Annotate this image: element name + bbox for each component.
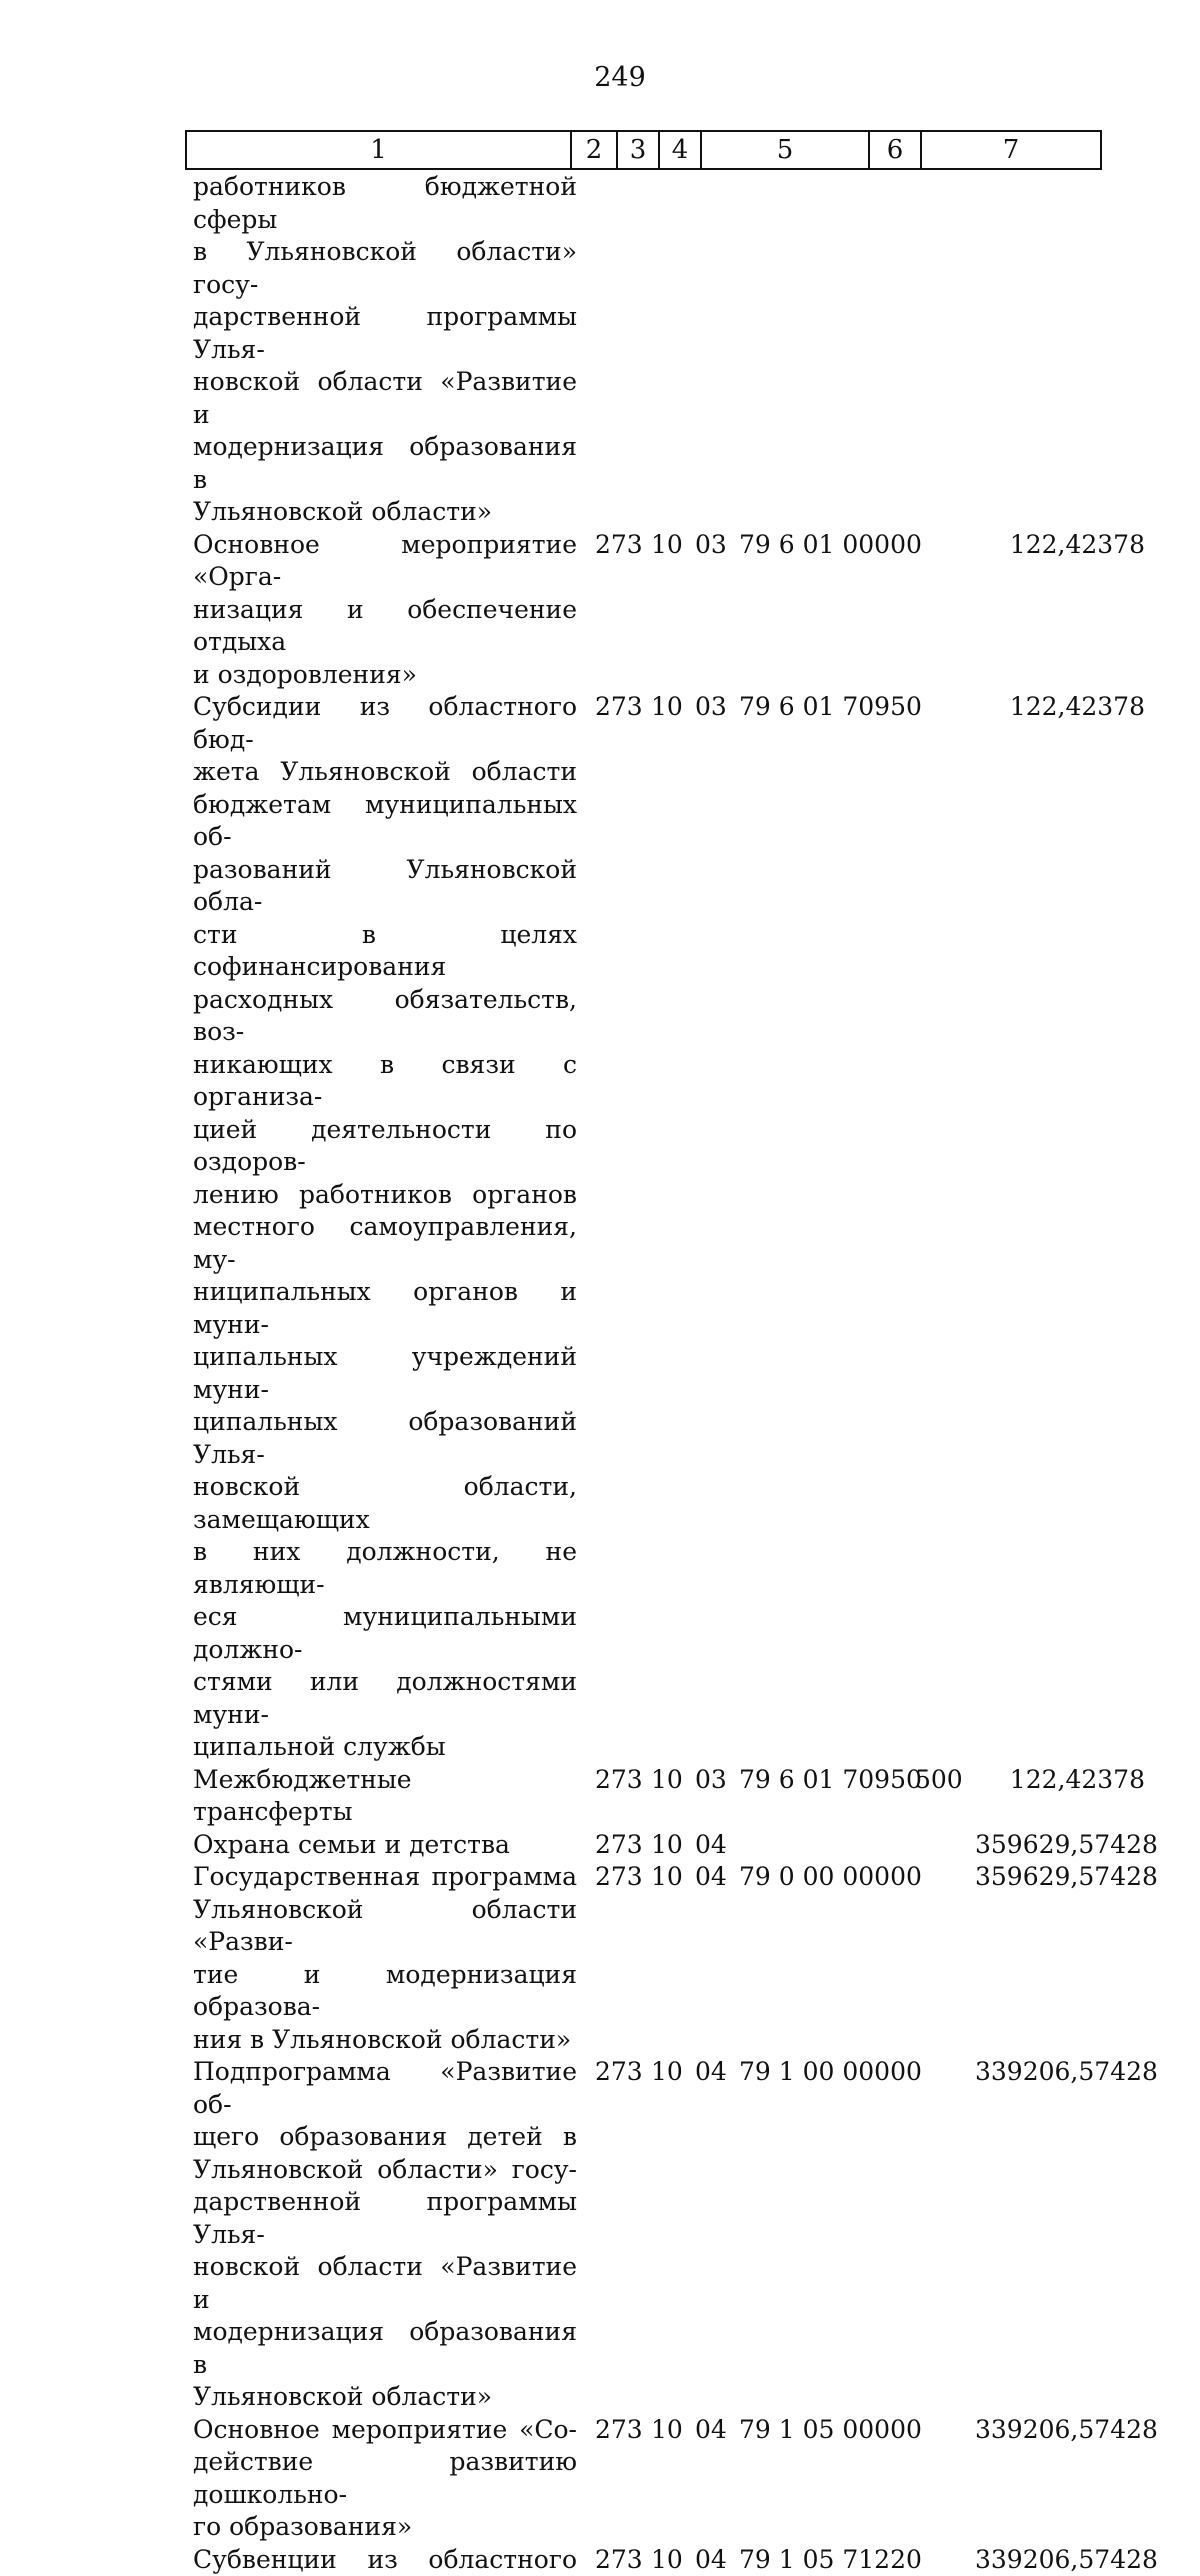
description-line: Охрана семьи и детства <box>193 1829 577 1862</box>
description-line: ципальных учреждений муни- <box>193 1341 577 1406</box>
row-description <box>193 1861 577 2056</box>
row-description <box>193 171 577 529</box>
description-line: никающих в связи с организа- <box>193 1049 577 1114</box>
description-line: тие и модернизация образова- <box>193 1959 577 2024</box>
row-description <box>193 1764 577 1829</box>
description-line: Ульяновской области «Разви- <box>193 1894 577 1959</box>
cell-c3: 10 <box>651 2414 695 2447</box>
cell-c5: 79 1 00 00000 <box>739 2056 915 2089</box>
cell-c4: 04 <box>695 1829 739 1862</box>
cell-c3: 10 <box>651 529 695 562</box>
description-line: ципальных образований Улья- <box>193 1406 577 1471</box>
cell-c4: 03 <box>695 1764 739 1797</box>
description-line: Ульяновской области» госу- <box>193 2154 577 2187</box>
cell-c2: 273 <box>595 1829 651 1862</box>
cell-c3: 10 <box>651 2544 695 2576</box>
description-line: стями или должностями муни- <box>193 1666 577 1731</box>
description-line: расходных обязательств, воз- <box>193 984 577 1049</box>
description-line: действие развитию дошкольно- <box>193 2446 577 2511</box>
row-description <box>193 2544 577 2576</box>
cell-c3: 10 <box>651 2056 695 2089</box>
description-line: новской области, замещающих <box>193 1471 577 1536</box>
description-line: жета Ульяновской области <box>193 756 577 789</box>
row-description <box>193 529 577 692</box>
cell-c2: 273 <box>595 2056 651 2089</box>
description-line: низация и обеспечение отдыха <box>193 594 577 659</box>
cell-c5: 79 1 05 00000 <box>739 2414 915 2447</box>
description-line: ципальной службы <box>193 1731 577 1764</box>
description-line: дарственной программы Улья- <box>193 2186 577 2251</box>
cell-c4: 03 <box>695 691 739 724</box>
table-row <box>193 2056 1193 2414</box>
description-line: в них должности, не являющи- <box>193 1536 577 1601</box>
cell-c7: 339206,57428 <box>975 2056 1145 2089</box>
table-row <box>193 171 1193 529</box>
cell-c6: 500 <box>915 1764 975 1797</box>
row-description <box>193 2414 577 2544</box>
cell-c2: 273 <box>595 1764 651 1797</box>
description-line: Основное мероприятие «Орга- <box>193 529 577 594</box>
description-line: бюджетам муниципальных об- <box>193 789 577 854</box>
table-row <box>193 529 1193 692</box>
cell-c7: 122,42378 <box>975 691 1145 724</box>
cell-c3: 10 <box>651 1861 695 1894</box>
column-header-4: 4 <box>659 131 701 169</box>
column-header-1: 1 <box>186 131 571 169</box>
cell-c5: 79 0 00 00000 <box>739 1861 915 1894</box>
cell-c4: 03 <box>695 529 739 562</box>
description-line: Основное мероприятие «Со- <box>193 2414 577 2447</box>
cell-c4: 04 <box>695 2544 739 2576</box>
cell-c5: 79 6 01 00000 <box>739 529 915 562</box>
table-row <box>193 1829 1193 1862</box>
description-line: щего образования детей в <box>193 2121 577 2154</box>
description-line: Ульяновской области» <box>193 2381 577 2414</box>
description-line: модернизация образования в <box>193 431 577 496</box>
cell-c4: 04 <box>695 2414 739 2447</box>
cell-c5: 79 6 01 70950 <box>739 691 915 724</box>
cell-c5: 79 1 05 71220 <box>739 2544 915 2576</box>
cell-c7: 122,42378 <box>975 529 1145 562</box>
description-line: дарственной программы Улья- <box>193 301 577 366</box>
description-line: новской области «Развитие и <box>193 2251 577 2316</box>
description-line: Межбюджетные трансферты <box>193 1764 577 1829</box>
cell-c2: 273 <box>595 529 651 562</box>
cell-c2: 273 <box>595 1861 651 1894</box>
description-line: Подпрограмма «Развитие об- <box>193 2056 577 2121</box>
cell-c7: 359629,57428 <box>975 1861 1145 1894</box>
description-line: и оздоровления» <box>193 659 577 692</box>
table-row <box>193 1764 1193 1829</box>
table-row <box>193 691 1193 1764</box>
column-header-7: 7 <box>921 131 1101 169</box>
cell-c7: 359629,57428 <box>975 1829 1145 1862</box>
description-line: го образования» <box>193 2511 577 2544</box>
description-line: лению работников органов <box>193 1179 577 1212</box>
page-number: 249 <box>0 62 1200 93</box>
description-line: новской области «Развитие и <box>193 366 577 431</box>
description-line: цией деятельности по оздоров- <box>193 1114 577 1179</box>
cell-c4: 04 <box>695 1861 739 1894</box>
cell-c3: 10 <box>651 1764 695 1797</box>
row-description <box>193 2056 577 2414</box>
table-row <box>193 1861 1193 2056</box>
description-line: Субсидии из областного бюд- <box>193 691 577 756</box>
cell-c4: 04 <box>695 2056 739 2089</box>
column-header-2: 2 <box>571 131 617 169</box>
description-line: Субвенции из областного <box>193 2544 577 2576</box>
cell-c7: 122,42378 <box>975 1764 1145 1797</box>
column-header-table <box>185 130 1102 170</box>
description-line: ния в Ульяновской области» <box>193 2024 577 2057</box>
description-line: работников бюджетной сферы <box>193 171 577 236</box>
cell-c2: 273 <box>595 2414 651 2447</box>
cell-c5: 79 6 01 70950 <box>739 1764 915 1797</box>
row-description <box>193 691 577 1764</box>
column-header-6: 6 <box>869 131 921 169</box>
description-line: еся муниципальными должно- <box>193 1601 577 1666</box>
row-description <box>193 1829 577 1862</box>
cell-c3: 10 <box>651 691 695 724</box>
description-line: модернизация образования в <box>193 2316 577 2381</box>
description-line: разований Ульяновской обла- <box>193 854 577 919</box>
cell-c2: 273 <box>595 691 651 724</box>
description-line: в Ульяновской области» госу- <box>193 236 577 301</box>
description-line: местного самоуправления, му- <box>193 1211 577 1276</box>
description-line: Ульяновской области» <box>193 496 577 529</box>
budget-table-body <box>193 171 1193 2576</box>
table-row <box>193 2544 1193 2576</box>
column-header-3: 3 <box>617 131 659 169</box>
description-line: сти в целях софинансирования <box>193 919 577 984</box>
cell-c2: 273 <box>595 2544 651 2576</box>
description-line: ниципальных органов и муни- <box>193 1276 577 1341</box>
cell-c7: 339206,57428 <box>975 2544 1145 2576</box>
column-header-5: 5 <box>701 131 869 169</box>
cell-c3: 10 <box>651 1829 695 1862</box>
description-line: Государственная программа <box>193 1861 577 1894</box>
cell-c7: 339206,57428 <box>975 2414 1145 2447</box>
table-row <box>193 2414 1193 2544</box>
